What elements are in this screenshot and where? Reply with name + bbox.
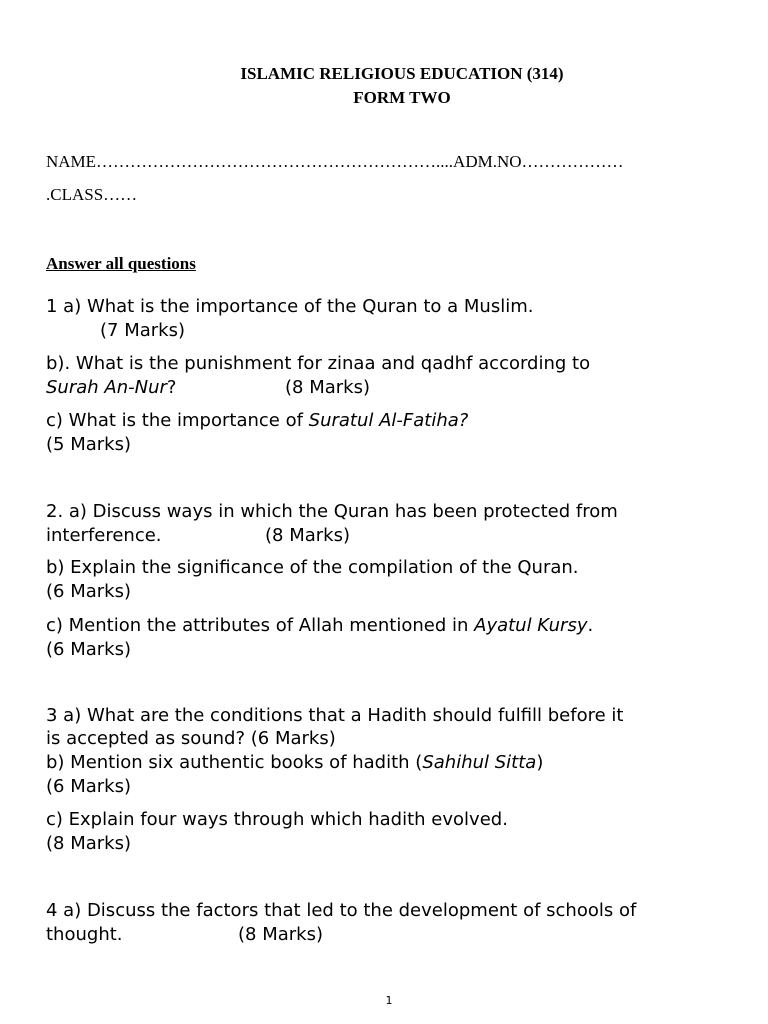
q3b-text bbox=[46, 751, 543, 775]
q4a-marks: (8 Marks) bbox=[238, 924, 323, 945]
q3c-text: c) Explain four ways through which hadith evolved. bbox=[46, 809, 508, 830]
q3b-italic: Sahihul Sitta bbox=[422, 752, 537, 773]
q2b-marks: (6 Marks) bbox=[46, 581, 131, 602]
q2a-marks: (8 Marks) bbox=[265, 525, 350, 546]
class-line: .CLASS…… bbox=[46, 185, 138, 204]
q2c-lead: c) Mention the attributes of Allah mentioned in bbox=[46, 615, 475, 636]
q3b-end: ) bbox=[536, 752, 544, 773]
q1b-line2 bbox=[46, 376, 176, 400]
q3b-marks: (6 Marks) bbox=[46, 776, 131, 797]
name-adm-line: NAME……………………………………………………....ADM.NO……………… bbox=[46, 152, 624, 171]
q3b-lead: b) Mention six authentic books of hadith ( bbox=[46, 752, 423, 773]
q1c-italic: Suratul Al-Fatiha? bbox=[308, 410, 469, 431]
q1a-marks: (7 Marks) bbox=[100, 320, 185, 341]
q2c-end: . bbox=[587, 615, 594, 636]
exam-subtitle: FORM TWO bbox=[353, 88, 451, 107]
q1c-marks: (5 Marks) bbox=[46, 434, 131, 455]
q3c-marks: (8 Marks) bbox=[46, 833, 131, 854]
q4a-line1: 4 a) Discuss the factors that led to the development of schools of bbox=[46, 900, 637, 921]
q4a-line2: thought. bbox=[46, 924, 123, 945]
q2a-line2: interference. bbox=[46, 525, 162, 546]
q3a-line2: is accepted as sound? (6 Marks) bbox=[46, 728, 336, 749]
q2b-text: b) Explain the significance of the compilation of the Quran. bbox=[46, 557, 579, 578]
q2c-text bbox=[46, 614, 593, 638]
exam-title: ISLAMIC RELIGIOUS EDUCATION (314) bbox=[240, 64, 564, 83]
q1b-text: b). What is the punishment for zinaa and qadhf according to bbox=[46, 353, 591, 374]
q1b-italic: Surah An-Nur bbox=[46, 377, 167, 398]
q2a-line1: 2. a) Discuss ways in which the Quran has been protected from bbox=[46, 501, 618, 522]
q1c-lead: c) What is the importance of bbox=[46, 410, 309, 431]
q2c-italic: Ayatul Kursy bbox=[474, 615, 588, 636]
instruction-heading: Answer all questions bbox=[46, 254, 196, 273]
q3a-line1: 3 a) What are the conditions that a Hadith should fulfill before it bbox=[46, 705, 624, 726]
q1b-marks: (8 Marks) bbox=[285, 377, 370, 398]
q1c-text bbox=[46, 409, 468, 433]
q2c-marks: (6 Marks) bbox=[46, 639, 131, 660]
page-number: 1 bbox=[385, 994, 393, 1007]
q1b-end: ? bbox=[166, 377, 177, 398]
q1a-text: 1 a) What is the importance of the Quran to a Muslim. bbox=[46, 296, 534, 317]
